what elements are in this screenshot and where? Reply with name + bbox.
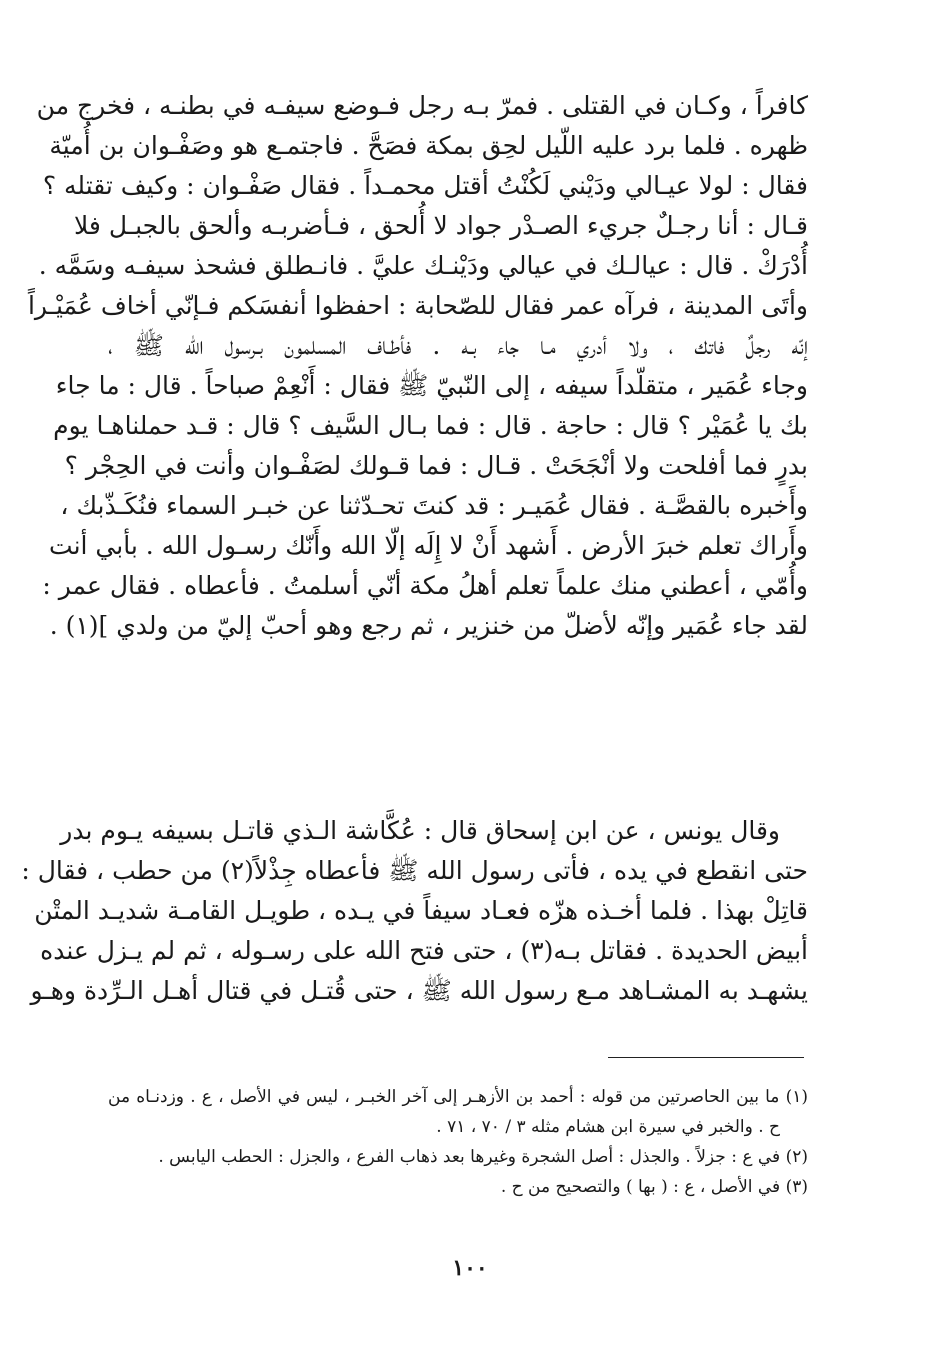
text-line: قاتِلْ بهذا . فلما أخـذه هزّه فعـاد سيفاً في يـده ، طويـل القامـة شديـد المتْن — [34, 896, 808, 925]
text-line: إنّه رجلٌ فاتك ، ولا أدري مـا جاء بـه . فأطـاف المسلمون بـرسول الله ﷺ ، — [108, 331, 808, 360]
footnote-line: (١) ما بين الحاصرتين من قوله : أحمد بن الأزهـر إلى آخر الخبـر ، ليس في الأصل ، ع . وزدنـاه من — [108, 1087, 808, 1107]
paragraph-1 — [27, 86, 808, 646]
footnote-line: (٣) في الأصل ، ع : ( بها ) والتصحيح من ح . — [500, 1177, 808, 1197]
footnotes — [108, 1082, 808, 1202]
text-line: وجاء عُمَير ، متقلّداً سيفه ، إلى النّبيّ ﷺ فقال : أَنْعِمْ صباحاً . قال : ما جاء — [55, 371, 808, 400]
footnote-line: (٢) في ع : جزلاً . والجذل : أصل الشجرة وغيرها بعد ذهاب الفرع ، والجزل : الحطب اليابس . — [158, 1147, 808, 1167]
text-line: فقال : لولا عيـالي ودَيْني لَكُنْتُ أقتل محمـداً . فقال صَفْـوان : وكيف تقتله ؟ — [42, 171, 808, 200]
text-line: لقد جاء عُمَير وإنّه لأضلّ من خنزير ، ثم رجع وهو أحبّ إليّ من ولدي ](١) . — [49, 611, 808, 640]
text-line: قـال : أنا رجـلٌ جريء الصـدْر جواد لا أُلحق ، فـأضربـه وألحق بالجبـل فلا — [74, 211, 808, 240]
text-line: كافراً ، وكـان في القتلى . فمرّ بـه رجل فـوضع سيفـه في بطنـه ، فخرج من — [36, 91, 808, 120]
footnote-line: ح . والخبر في سيرة ابن هشام مثله ٣ / ٧٠ ، ٧١ . — [436, 1117, 780, 1137]
text-line: يشهـد به المشـاهد مـع رسول الله ﷺ ، حتى قُتـل في قتال أهـل الـرِّدة وهـو — [30, 976, 808, 1005]
text-line: أُدْرَكْ . قال : عيالـك في عيالي ودَيْنـك عليَّ . فانـطلق فشحذ سيفـه وسَمَّه . — [38, 251, 808, 280]
text-line: ظهره . فلما برد عليه اللّيل لحِق بمكة فصَحَّ . فاجتمـع هو وصَفْـوان بن أُميّة — [49, 131, 808, 160]
footnote-separator — [608, 1057, 804, 1058]
page-number: ١٠٠ — [452, 1255, 488, 1281]
text-line: وقال يونس ، عن ابن إسحاق قال : عُكَّاشة الـذي قاتـل بسيفه يـوم بدر — [60, 816, 780, 845]
text-line: أبيض الحديدة . فقاتل بـه(٣) ، حتى فتح الله على رسـوله ، ثم لم يـزل عنده — [40, 936, 808, 965]
text-line: بك يا عُمَيْر ؟ قال : حاجة . قال : فما بـال السَّيف ؟ قال : قـد حملناهـا يوم — [53, 411, 808, 440]
paragraph-2 — [21, 811, 808, 1011]
text-line: وأَخبره بالقصَّـة . فقال عُمَيـر : قد كنتَ تحـدّثنا عن خبـر السماء فنُكَـذّبك ، — [60, 491, 808, 520]
text-line: وأتَى المدينة ، فرآه عمر فقال للصّحابة : احفظوا أنفسَكم فـإنّي أخاف عُمَيْـراً — [27, 291, 808, 320]
text-line: حتى انقطع في يده ، فأتى رسول الله ﷺ فأعطاه جِذْلاً(٢) من حطب ، فقال : — [21, 856, 808, 885]
text-line: وأَراك تعلم خبرَ الأرض . أَشهد أَنْ لا إِلَه إلّا الله وأَنّك رسـول الله . بأبي أنت — [49, 531, 808, 560]
text-line: بدرٍ فما أفلحت ولا أنْجَحَتْ . قـال : فما قـولك لصَفْـوان وأنت في الحِجْر ؟ — [64, 451, 808, 480]
text-line: وأُمّي ، أعطني منك علماً تعلم أهلُ مكة أنّي أسلمتُ . فأعطاه . فقال عمر : — [42, 571, 808, 600]
